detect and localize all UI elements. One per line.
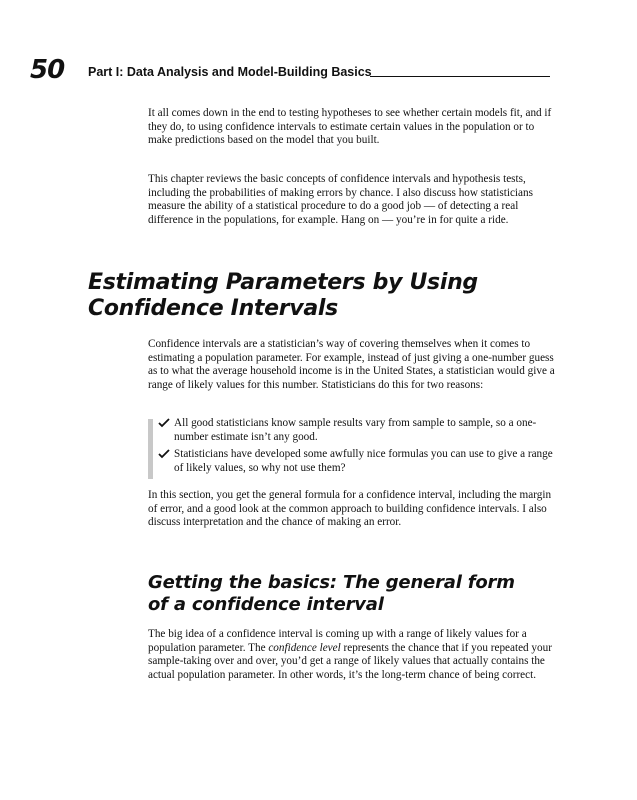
list-item	[148, 417, 558, 444]
subsection-paragraph-1	[148, 628, 558, 682]
section-heading	[88, 270, 508, 322]
bullet-text: All good statisticians know sample results vary from sample to sample, so a one-number estimate isn’t any good.	[174, 417, 537, 443]
running-header	[30, 56, 550, 86]
bullet-text: Statisticians have developed some awfully nice formulas you can use to give a range of likely values, so why not use them?	[174, 448, 553, 474]
check-icon	[158, 417, 170, 429]
subsection-heading	[148, 572, 528, 616]
section-heading-line-2: Confidence Intervals	[88, 296, 338, 321]
text-run: represents the chance that if you repeated your sample-taking over and over, you’d get a range of likely values that actually contains the actual population parameter. In other words, it’s the long-term chance of being correct.	[148, 641, 552, 681]
list-item	[148, 448, 558, 475]
subsection-heading-line-2: of a confidence interval	[148, 594, 384, 615]
text-run: The big idea of a confidence interval is coming up with a range of likely values for a population parameter. The	[148, 628, 527, 654]
confidence-level-term: confidence level	[268, 641, 341, 654]
page-number: 50	[30, 55, 65, 85]
header-rule	[370, 76, 550, 77]
section-heading-line-1: Estimating Parameters by Using	[88, 270, 478, 295]
intro-paragraph-2: This chapter reviews the basic concepts of confidence intervals and hypothesis tests, including the probabilities of making errors by chance. I also discuss how statisticians measure the ability of a statistical procedure to do a good job — of detecting a real difference in the populations, for example. Hang on — you’re in for quite a ride.	[148, 173, 533, 226]
intro-paragraph-1: It all comes down in the end to testing hypotheses to see whether certain models fit, and if they do, to using confidence intervals to estimate certain values in the population or to make predictions based on the model that you built.	[148, 107, 552, 147]
section-paragraph-2: In this section, you get the general formula for a confidence interval, including the margin of error, and a good look at the common approach to building confidence intervals. I also discuss interpretation and the chance of making an error.	[148, 489, 552, 529]
bullet-list	[148, 417, 558, 479]
part-title: Part I: Data Analysis and Model-Building Basics	[88, 65, 372, 79]
subsection-heading-line-1: Getting the basics: The general form	[148, 572, 515, 593]
check-icon	[158, 448, 170, 460]
section-paragraph-1: Confidence intervals are a statistician’s way of covering themselves when it comes to estimating a population parameter. For example, instead of just giving a one-number guess as to what the average household income is in the United States, a statistician would give a range of likely values for this number. Statisticians do this for two reasons:	[148, 338, 555, 391]
